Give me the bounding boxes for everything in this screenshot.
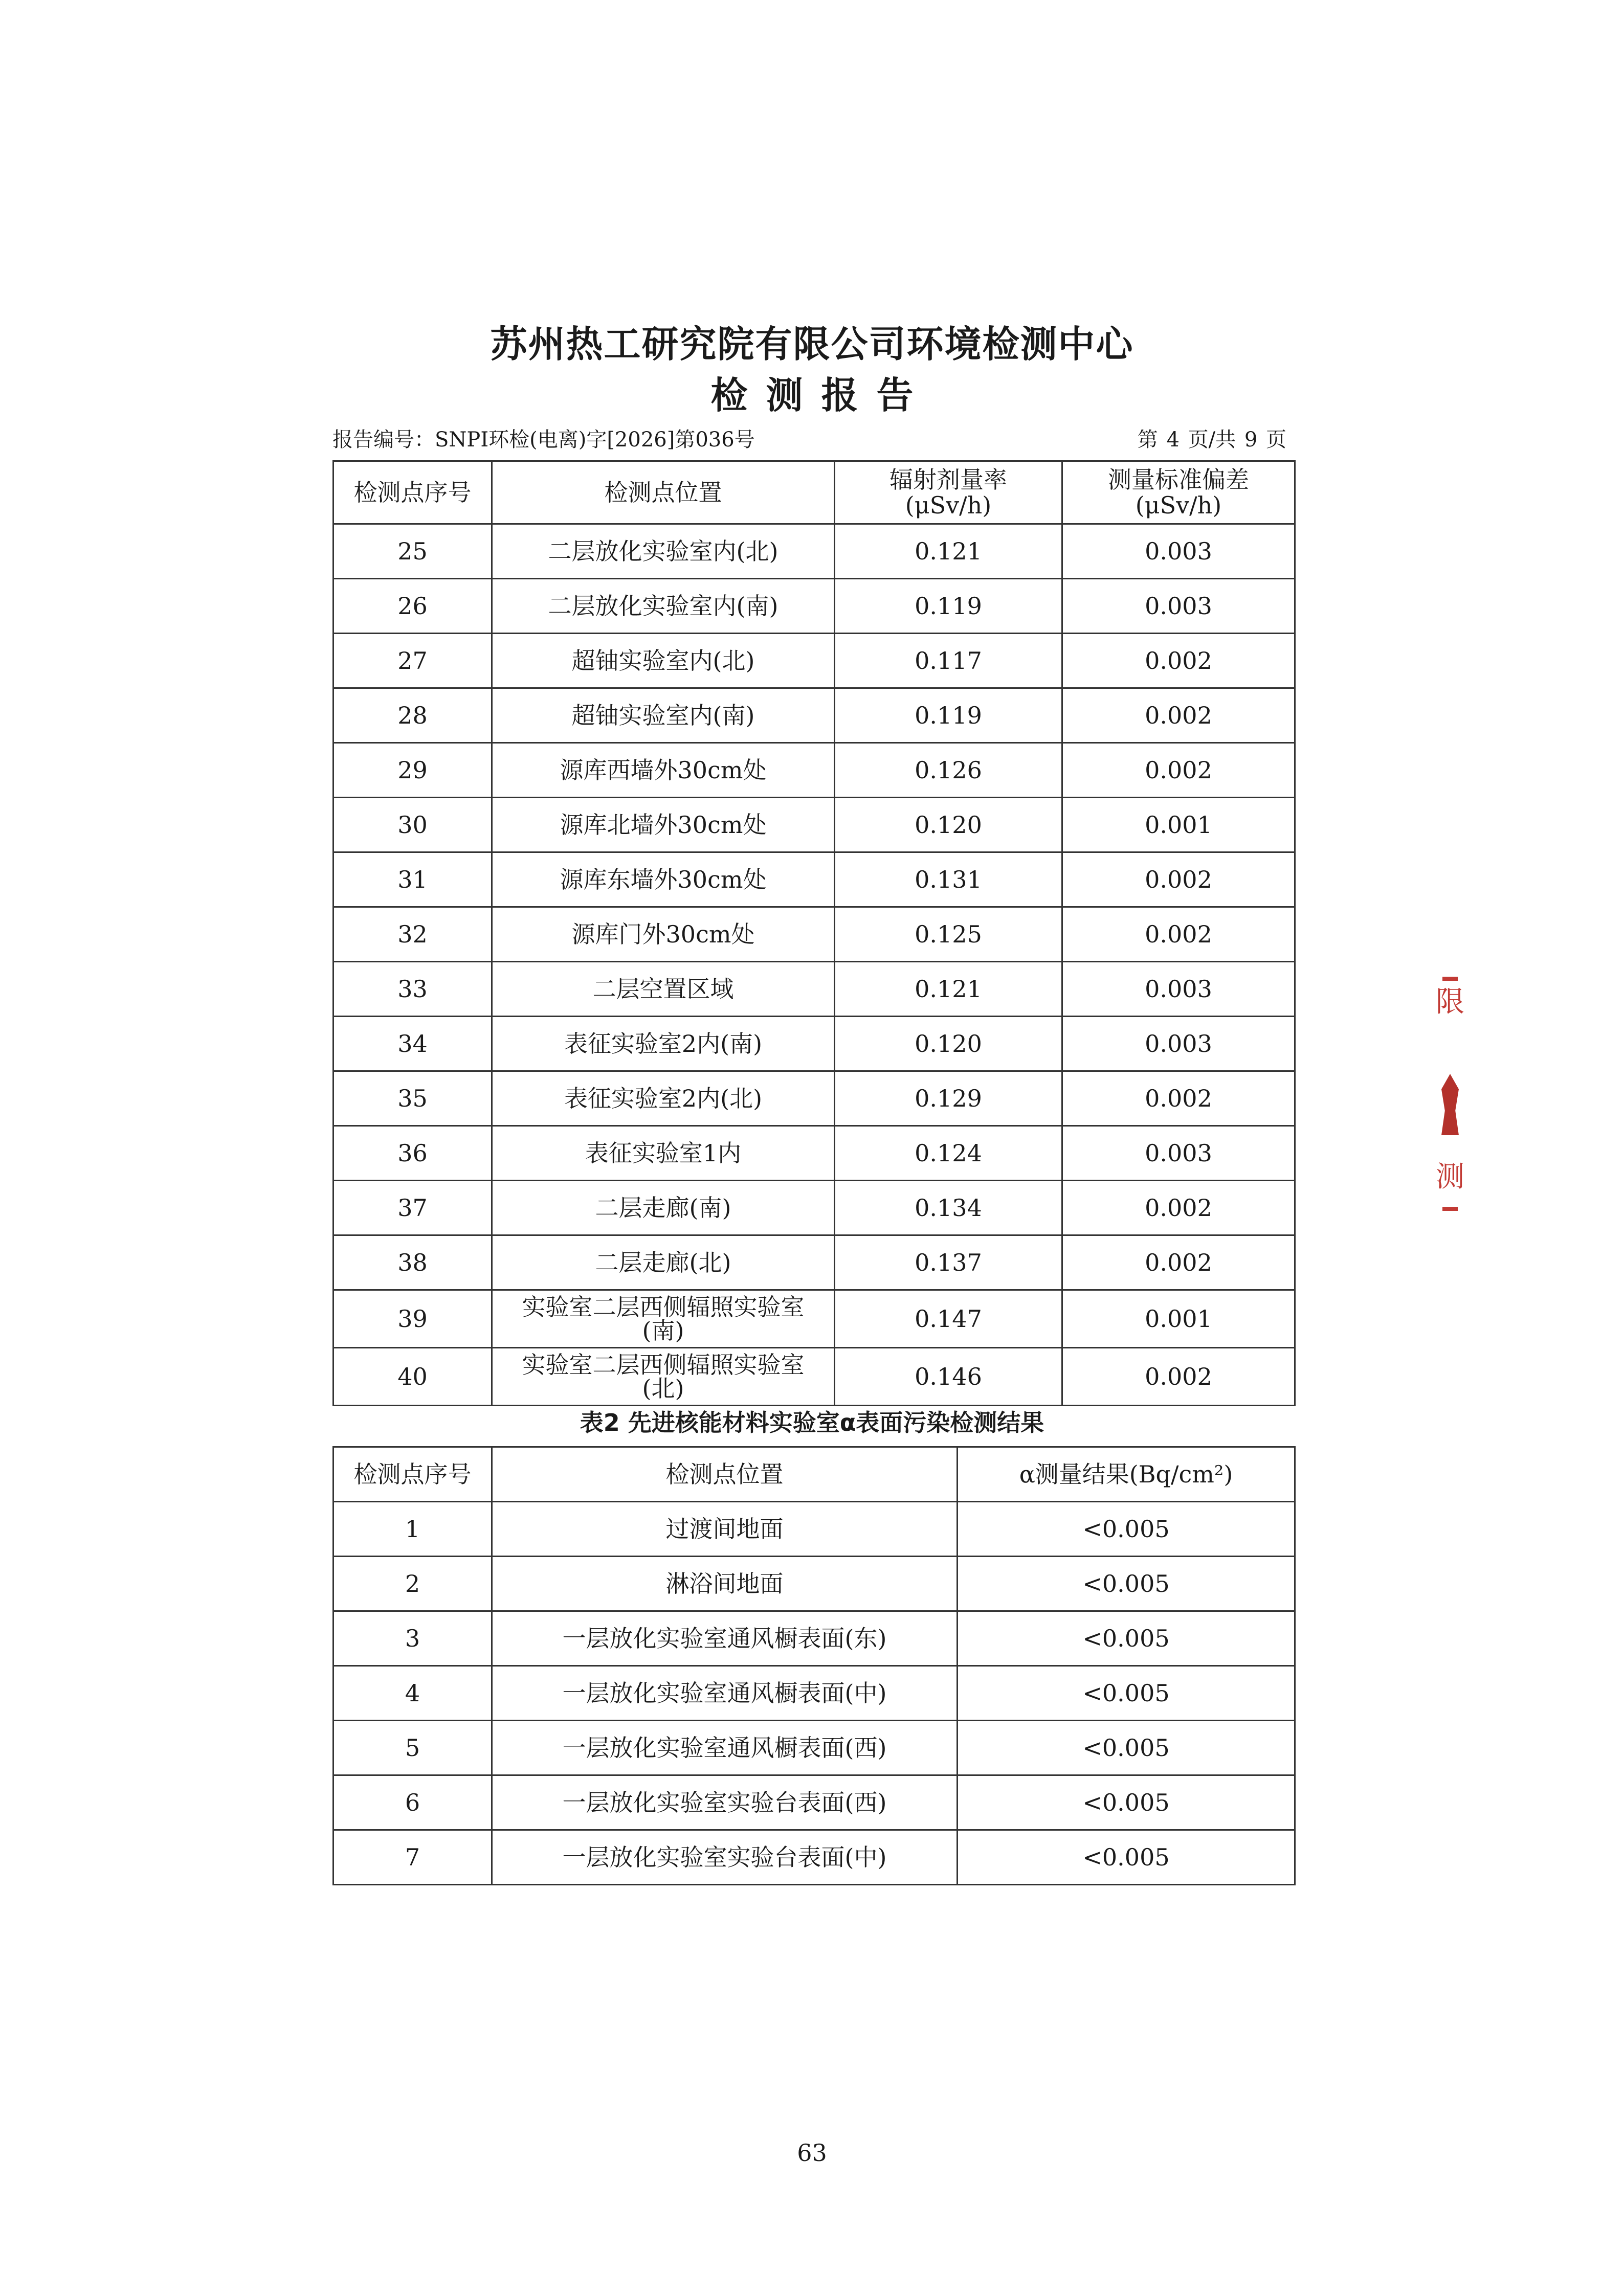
point-number: 4 <box>333 1666 492 1721</box>
point-number: 1 <box>333 1502 492 1557</box>
alpha-result-value: <0.005 <box>958 1775 1295 1830</box>
dose-rate-value: 0.119 <box>835 579 1062 634</box>
point-location: 二层走廊(北) <box>492 1235 835 1290</box>
point-location: 二层空置区域 <box>492 962 835 1017</box>
table-row <box>333 688 1295 743</box>
dose-rate-value: 0.119 <box>835 688 1062 743</box>
stamp-char-top: 限 <box>1436 985 1464 1019</box>
column-header: 检测点位置 <box>492 1447 958 1502</box>
dose-rate-value: 0.126 <box>835 743 1062 798</box>
point-number: 5 <box>333 1721 492 1775</box>
std-deviation-value: 0.003 <box>1062 962 1295 1017</box>
std-deviation-value: 0.003 <box>1062 579 1295 634</box>
point-number: 27 <box>333 634 492 688</box>
point-location: 源库北墙外30cm处 <box>492 798 835 852</box>
std-deviation-value: 0.002 <box>1062 1181 1295 1235</box>
dose-rate-value: 0.121 <box>835 962 1062 1017</box>
point-location: 一层放化实验室实验台表面(西) <box>492 1775 958 1830</box>
point-location: 一层放化实验室通风橱表面(西) <box>492 1721 958 1775</box>
point-number: 36 <box>333 1126 492 1181</box>
table-row <box>333 1502 1295 1557</box>
point-number: 32 <box>333 907 492 962</box>
table-row <box>333 634 1295 688</box>
point-number: 40 <box>333 1348 492 1406</box>
dose-rate-value: 0.125 <box>835 907 1062 962</box>
dose-rate-value: 0.121 <box>835 524 1062 579</box>
column-header: 检测点序号 <box>333 1447 492 1502</box>
std-deviation-value: 0.002 <box>1062 743 1295 798</box>
table-row <box>333 1830 1295 1885</box>
table-row <box>333 798 1295 852</box>
point-number: 7 <box>333 1830 492 1885</box>
table-header-row <box>333 1447 1295 1502</box>
point-number: 31 <box>333 852 492 907</box>
table-row <box>333 579 1295 634</box>
dose-rate-value: 0.120 <box>835 1017 1062 1071</box>
point-location: 淋浴间地面 <box>492 1557 958 1611</box>
table-row <box>333 1721 1295 1775</box>
report-number: 报告编号：SNPI环检(电离)字[2026]第036号 <box>332 428 755 452</box>
alpha-contamination-table <box>332 1446 1296 1885</box>
std-deviation-value: 0.002 <box>1062 1071 1295 1126</box>
point-location: 源库西墙外30cm处 <box>492 743 835 798</box>
column-header: α测量结果(Bq/cm²) <box>958 1447 1295 1502</box>
stamp-bar-top <box>1442 977 1458 981</box>
table-header-row <box>333 461 1295 524</box>
table-row <box>333 1290 1295 1348</box>
point-number: 30 <box>333 798 492 852</box>
point-location: 源库门外30cm处 <box>492 907 835 962</box>
point-number: 38 <box>333 1235 492 1290</box>
table-row <box>333 1666 1295 1721</box>
point-location: 实验室二层西侧辐照实验室 (南) <box>492 1290 835 1348</box>
point-number: 35 <box>333 1071 492 1126</box>
dose-rate-value: 0.124 <box>835 1126 1062 1181</box>
column-header: 辐射剂量率 (μSv/h) <box>835 461 1062 524</box>
table-row <box>333 1126 1295 1181</box>
std-deviation-value: 0.002 <box>1062 852 1295 907</box>
dose-rate-value: 0.120 <box>835 798 1062 852</box>
table-row <box>333 1071 1295 1126</box>
page-info: 第 4 页/共 9 页 <box>1137 428 1286 452</box>
table-row <box>333 524 1295 579</box>
point-location: 一层放化实验室通风橱表面(中) <box>492 1666 958 1721</box>
std-deviation-value: 0.002 <box>1062 634 1295 688</box>
page-number: 63 <box>797 2139 827 2167</box>
point-number: 6 <box>333 1775 492 1830</box>
alpha-result-value: <0.005 <box>958 1557 1295 1611</box>
point-number: 2 <box>333 1557 492 1611</box>
table-row <box>333 1775 1295 1830</box>
stamp-emblem-icon <box>1441 1074 1459 1135</box>
point-number: 29 <box>333 743 492 798</box>
point-number: 34 <box>333 1017 492 1071</box>
std-deviation-value: 0.002 <box>1062 688 1295 743</box>
point-location: 表征实验室1内 <box>492 1126 835 1181</box>
std-deviation-value: 0.001 <box>1062 1290 1295 1348</box>
point-location: 一层放化实验室实验台表面(中) <box>492 1830 958 1885</box>
dose-rate-value: 0.134 <box>835 1181 1062 1235</box>
dose-rate-value: 0.117 <box>835 634 1062 688</box>
column-header: 检测点位置 <box>492 461 835 524</box>
doc-title: 检测报告 <box>710 374 932 417</box>
stamp-char-bottom: 测 <box>1436 1160 1464 1194</box>
table2-caption: 表2 先进核能材料实验室α表面污染检测结果 <box>580 1409 1044 1436</box>
dose-rate-value: 0.147 <box>835 1290 1062 1348</box>
point-location: 二层走廊(南) <box>492 1181 835 1235</box>
point-number: 25 <box>333 524 492 579</box>
alpha-result-value: <0.005 <box>958 1611 1295 1666</box>
org-title: 苏州热工研究院有限公司环境检测中心 <box>490 323 1134 366</box>
point-number: 37 <box>333 1181 492 1235</box>
table-row <box>333 1557 1295 1611</box>
side-seal-stamp <box>1432 977 1468 1243</box>
point-location: 表征实验室2内(南) <box>492 1017 835 1071</box>
point-location: 实验室二层西侧辐照实验室 (北) <box>492 1348 835 1406</box>
point-location: 二层放化实验室内(南) <box>492 579 835 634</box>
alpha-result-value: <0.005 <box>958 1666 1295 1721</box>
table-row <box>333 1235 1295 1290</box>
dose-rate-value: 0.131 <box>835 852 1062 907</box>
dose-rate-table <box>332 460 1296 1406</box>
point-location: 超铀实验室内(南) <box>492 688 835 743</box>
table-row <box>333 1181 1295 1235</box>
std-deviation-value: 0.002 <box>1062 1348 1295 1406</box>
point-location: 源库东墙外30cm处 <box>492 852 835 907</box>
stamp-bar-bottom <box>1442 1207 1458 1211</box>
table-row <box>333 743 1295 798</box>
point-number: 39 <box>333 1290 492 1348</box>
table-row <box>333 1348 1295 1406</box>
point-number: 28 <box>333 688 492 743</box>
alpha-result-value: <0.005 <box>958 1502 1295 1557</box>
point-location: 二层放化实验室内(北) <box>492 524 835 579</box>
point-location: 超铀实验室内(北) <box>492 634 835 688</box>
column-header: 测量标准偏差 (μSv/h) <box>1062 461 1295 524</box>
alpha-result-value: <0.005 <box>958 1830 1295 1885</box>
table-row <box>333 1611 1295 1666</box>
std-deviation-value: 0.001 <box>1062 798 1295 852</box>
std-deviation-value: 0.002 <box>1062 1235 1295 1290</box>
point-location: 一层放化实验室通风橱表面(东) <box>492 1611 958 1666</box>
dose-rate-value: 0.146 <box>835 1348 1062 1406</box>
table-row <box>333 1017 1295 1071</box>
point-number: 3 <box>333 1611 492 1666</box>
table-row <box>333 907 1295 962</box>
point-location: 表征实验室2内(北) <box>492 1071 835 1126</box>
point-number: 33 <box>333 962 492 1017</box>
std-deviation-value: 0.003 <box>1062 1017 1295 1071</box>
dose-rate-value: 0.137 <box>835 1235 1062 1290</box>
table-row <box>333 852 1295 907</box>
column-header: 检测点序号 <box>333 461 492 524</box>
point-number: 26 <box>333 579 492 634</box>
alpha-result-value: <0.005 <box>958 1721 1295 1775</box>
point-location: 过渡间地面 <box>492 1502 958 1557</box>
table-row <box>333 962 1295 1017</box>
std-deviation-value: 0.003 <box>1062 524 1295 579</box>
std-deviation-value: 0.002 <box>1062 907 1295 962</box>
std-deviation-value: 0.003 <box>1062 1126 1295 1181</box>
dose-rate-value: 0.129 <box>835 1071 1062 1126</box>
